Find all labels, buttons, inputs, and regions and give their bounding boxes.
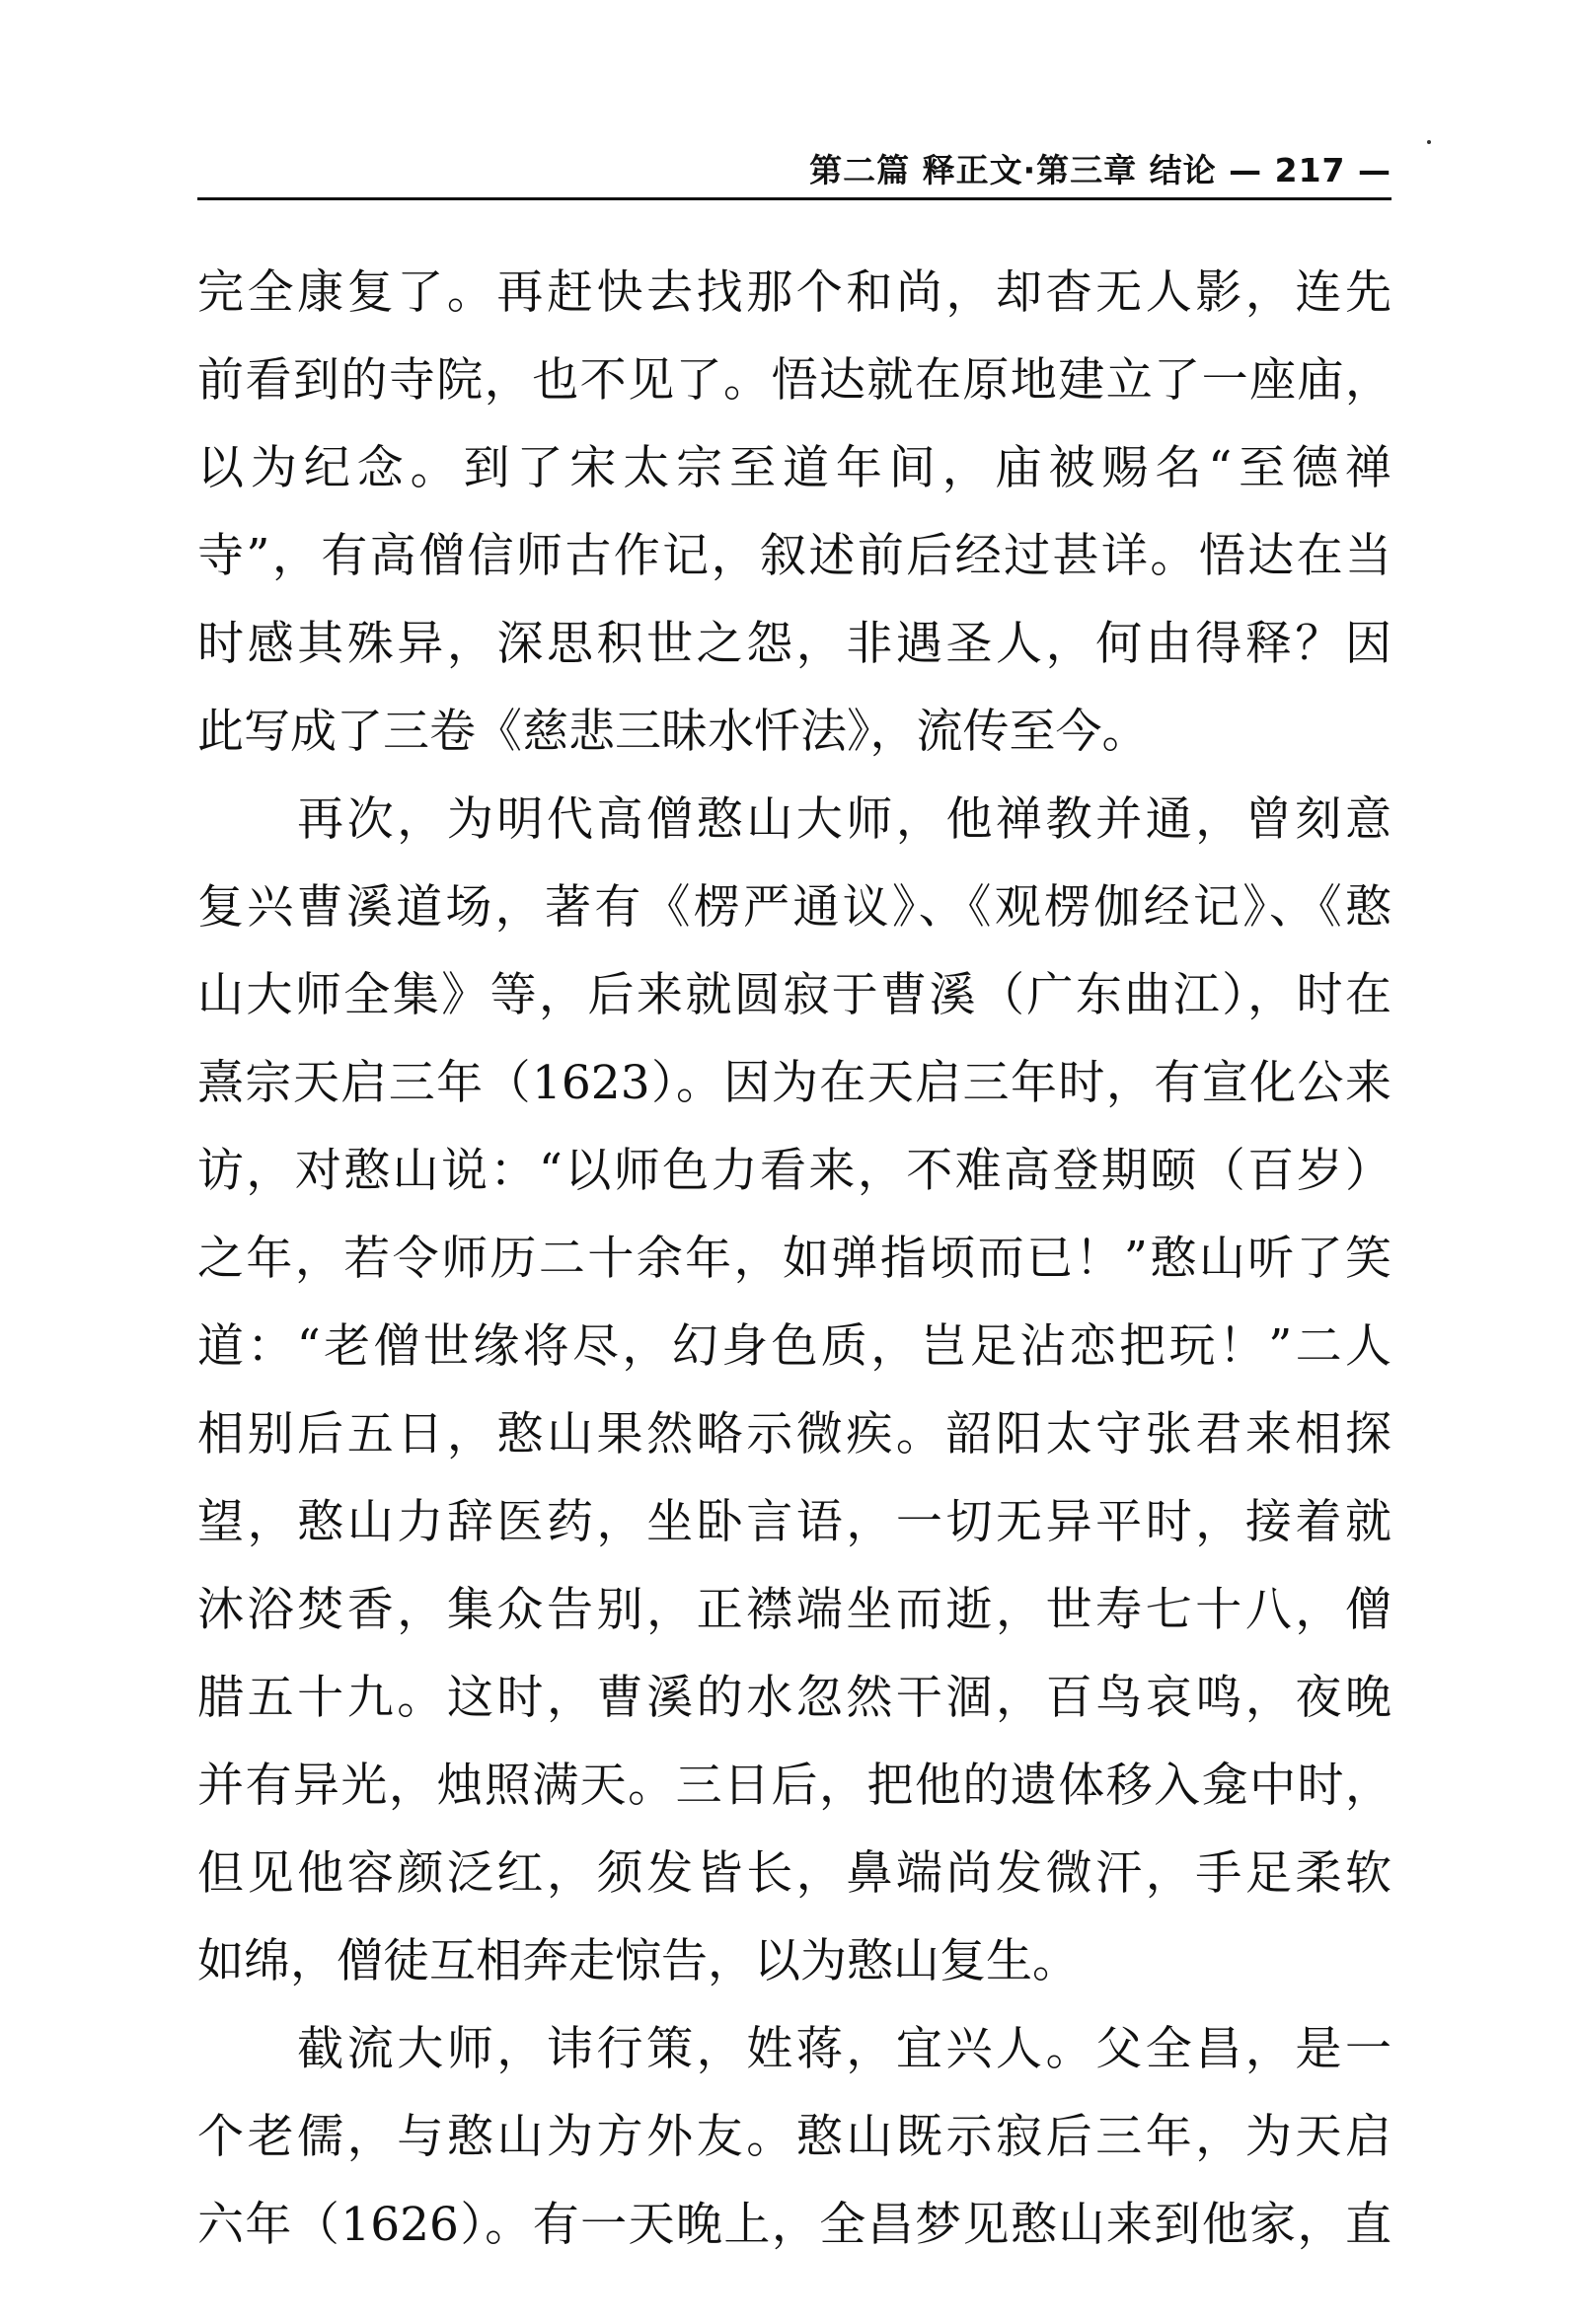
text-line: 六年（1626）。有一天晚上，全昌梦见憨山来到他家，直: [197, 2198, 1391, 2252]
text-line: 复兴曹溪道场，著有《楞严通议》、《观楞伽经记》、《憨: [197, 880, 1391, 935]
text-line: 相别后五日，憨山果然略示微疾。韶阳太守张君来相探: [197, 1407, 1391, 1462]
text-line: 但见他容颜泛红，须发皆长，鼻端尚发微汗，手足柔软: [197, 1846, 1391, 1901]
text-line: 时感其殊异，深思积世之怨，非遇圣人，何由得释？因: [197, 617, 1391, 671]
text-line: 道：“老僧世缘将尽，幻身色质，岂足沾恋把玩！”二人: [197, 1319, 1391, 1374]
text-line: 完全康复了。再赶快去找那个和尚，却杳无人影，连先: [197, 265, 1391, 320]
text-line: 再次，为明代高僧憨山大师，他禅教并通，曾刻意: [197, 792, 1391, 847]
scan-speck: [1427, 140, 1431, 144]
text-line: 如绵，僧徒互相奔走惊告，以为憨山复生。: [197, 1934, 1079, 1988]
text-line: 寺”，有高僧信师古作记，叙述前后经过甚详。悟达在当: [197, 529, 1391, 583]
text-line: 熹宗天启三年（1623）。因为在天启三年时，有宣化公来: [197, 1056, 1391, 1110]
text-line: 个老儒，与憨山为方外友。憨山既示寂后三年，为天启: [197, 2110, 1391, 2164]
text-line: 腊五十九。这时，曹溪的水忽然干涸，百鸟哀鸣，夜晚: [197, 1671, 1391, 1725]
running-header: 第二篇 释正文·第三章 结论 — 217 —: [809, 151, 1391, 189]
text-line: 望，憨山力辞医药，坐卧言语，一切无异平时，接着就: [197, 1495, 1391, 1549]
text-line: 此写成了三卷《慈悲三昧水忏法》，流传至今。: [197, 705, 1149, 759]
text-line: 沐浴焚香，集众告别，正襟端坐而逝，世寿七十八，僧: [197, 1583, 1391, 1637]
text-line: 前看到的寺院，也不见了。悟达就在原地建立了一座庙，: [197, 353, 1391, 408]
text-line: 访，对憨山说：“以师色力看来，不难高登期颐（百岁）: [197, 1144, 1391, 1198]
header-rule: [197, 197, 1391, 200]
text-line: 之年，若令师历二十余年，如弹指顷而已！”憨山听了笑: [197, 1232, 1391, 1286]
text-line: 山大师全集》等，后来就圆寂于曹溪（广东曲江），时在: [197, 968, 1391, 1022]
text-line: 并有异光，烛照满天。三日后，把他的遗体移入龛中时，: [197, 1759, 1391, 1813]
body-text: [197, 249, 1391, 2269]
text-line: 以为纪念。到了宋太宗至道年间，庙被赐名“至德禅: [197, 441, 1391, 495]
text-line: 截流大师，讳行策，姓蒋，宜兴人。父全昌，是一: [197, 2022, 1391, 2076]
